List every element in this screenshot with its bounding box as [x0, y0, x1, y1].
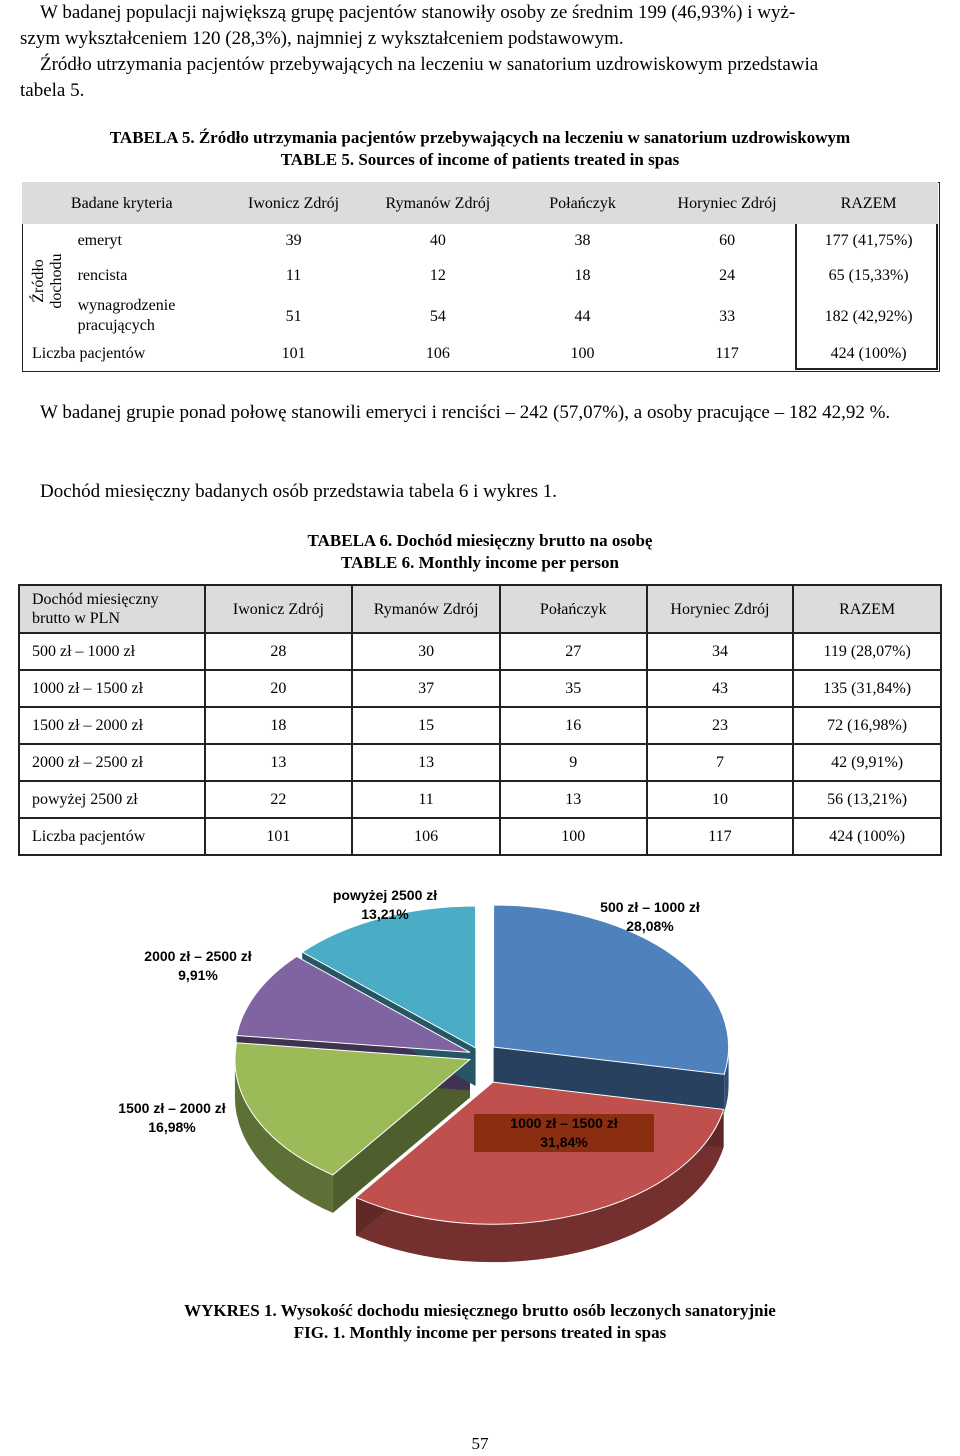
table5-header-cell: RAZEM	[840, 194, 897, 212]
table5-cell: 60	[719, 231, 736, 249]
table5-cell: 38	[574, 231, 591, 249]
intro-line: tabela 5.	[20, 80, 85, 101]
table5-caption-en: TABLE 5. Sources of income of patients treated in spas	[280, 150, 680, 169]
table5-row-label: Liczba pacjentów	[32, 344, 146, 362]
table5-group-label: Źródło dochodu	[29, 253, 65, 309]
table-row	[22, 338, 938, 368]
table6-header-row	[19, 585, 941, 633]
table-row	[19, 707, 941, 744]
table5-cell: 177 (41,75%)	[824, 231, 913, 249]
table6-header-cell: RAZEM	[793, 585, 941, 633]
intro-line: szym wykształceniem 120 (28,3%), najmniej z wykształceniem podstawowym.	[20, 28, 624, 49]
table6-header-cell: Rymanów Zdrój	[352, 585, 500, 633]
table6-cell: 7	[647, 744, 794, 781]
pie-label-2000-2500: 2000 zł – 2500 zł 9,91%	[144, 948, 252, 983]
table5-cell: 424 (100%)	[830, 344, 907, 362]
table6-cell: 11	[352, 781, 500, 818]
table5-header-cell: Badane kryteria	[70, 194, 173, 212]
table-row	[19, 818, 941, 855]
table6-cell: 34	[647, 633, 794, 670]
table-row	[19, 781, 941, 818]
table5	[22, 182, 938, 368]
pie-label-1000-1500: 1000 zł – 1500 zł 31,84%	[474, 1114, 654, 1152]
table5-cell: 54	[429, 307, 446, 325]
table6-cell: 15	[352, 707, 500, 744]
table6-row-label: 1500 zł – 2000 zł	[19, 707, 205, 744]
table-row	[22, 224, 938, 256]
table6-cell: 117	[647, 818, 794, 855]
table6-row-label: 1000 zł – 1500 zł	[19, 670, 205, 707]
table6-caption	[200, 530, 760, 574]
table6-cell: 106	[352, 818, 500, 855]
table5-cell: 106	[425, 344, 450, 362]
table-row	[22, 256, 938, 294]
table6-header-cell: Horyniec Zdrój	[647, 585, 794, 633]
figure-caption-en: FIG. 1. Monthly income per persons treated in spas	[293, 1323, 667, 1342]
table5-row-label: rencista	[77, 266, 128, 284]
table5-cell: 51	[285, 307, 302, 325]
intro-line: Źródło utrzymania pacjentów przebywających na leczeniu w sanatorium uzdrowiskowym przedstawia	[40, 54, 819, 75]
table6-header-cell: Dochód miesięczny brutto w PLN	[19, 585, 205, 633]
table6-row-label: 2000 zł – 2500 zł	[19, 744, 205, 781]
table6-header-cell: Połańczyk	[500, 585, 647, 633]
table6-cell: 10	[647, 781, 794, 818]
table6-cell: 100	[500, 818, 647, 855]
table5-caption	[60, 127, 900, 171]
table6-cell: 37	[352, 670, 500, 707]
table6-cell: 43	[647, 670, 794, 707]
table6-cell: 20	[205, 670, 353, 707]
table5-cell: 12	[429, 266, 446, 284]
table5-caption-pl: TABELA 5. Źródło utrzymania pacjentów przebywających na leczeniu w sanatorium uzdrowiskowym	[109, 128, 851, 147]
table6-caption-en: TABLE 6. Monthly income per person	[341, 553, 619, 572]
table-row	[22, 294, 938, 338]
table6	[18, 584, 942, 856]
table-row	[19, 633, 941, 670]
mid-paragraph-2: Dochód miesięczny badanych osób przedstawia tabela 6 i wykres 1.	[40, 481, 558, 502]
page-number: 57	[471, 1434, 489, 1453]
table5-row-label: emeryt	[77, 231, 122, 249]
table6-cell: 72 (16,98%)	[793, 707, 941, 744]
intro-paragraph	[20, 0, 950, 104]
table-row	[19, 744, 941, 781]
table5-cell: 39	[285, 231, 302, 249]
table6-caption-pl: TABELA 6. Dochód miesięczny brutto na osobę	[307, 531, 653, 550]
table6-row-label: powyżej 2500 zł	[19, 781, 205, 818]
table5-cell: 101	[281, 344, 306, 362]
table6-cell: 9	[500, 744, 647, 781]
pie-chart	[100, 866, 860, 1298]
table5-cell: 24	[719, 266, 736, 284]
table6-cell: 424 (100%)	[793, 818, 941, 855]
table6-cell: 42 (9,91%)	[793, 744, 941, 781]
table-row	[19, 670, 941, 707]
table5-cell: 65 (15,33%)	[828, 266, 909, 284]
table6-cell: 22	[205, 781, 353, 818]
table5-cell: 18	[574, 266, 591, 284]
table5-header-cell: Iwonicz Zdrój	[248, 194, 340, 212]
table6-header-cell: Iwonicz Zdrój	[205, 585, 353, 633]
table5-cell: 40	[429, 231, 446, 249]
table6-cell: 135 (31,84%)	[793, 670, 941, 707]
table5-header-cell: Rymanów Zdrój	[385, 194, 491, 212]
table6-row-label: 500 zł – 1000 zł	[19, 633, 205, 670]
table5-header-cell: Horyniec Zdrój	[677, 194, 777, 212]
pie-label-above-2500: powyżej 2500 zł 13,21%	[332, 887, 438, 922]
pie-label-500-1000: 500 zł – 1000 zł 28,08%	[600, 899, 700, 934]
table5-header-cell: Połańczyk	[549, 194, 616, 212]
table6-cell: 13	[352, 744, 500, 781]
table6-cell: 23	[647, 707, 794, 744]
pie-label-1500-2000: 1500 zł – 2000 zł 16,98%	[118, 1100, 226, 1135]
table6-cell: 18	[205, 707, 353, 744]
table5-cell: 100	[570, 344, 595, 362]
table6-cell: 30	[352, 633, 500, 670]
table6-cell: 119 (28,07%)	[793, 633, 941, 670]
pie-chart-svg	[100, 866, 860, 1298]
table5-row-label: wynagrodzenie pracujących	[77, 297, 176, 334]
table6-cell: 28	[205, 633, 353, 670]
table5-group-cell	[22, 224, 74, 338]
table6-cell: 16	[500, 707, 647, 744]
table6-cell: 27	[500, 633, 647, 670]
table5-header-row	[22, 182, 938, 224]
table6-row-label: Liczba pacjentów	[19, 818, 205, 855]
figure-caption	[80, 1300, 880, 1344]
table5-cell: 44	[574, 307, 591, 325]
table5-cell: 182 (42,92%)	[824, 307, 913, 325]
table6-cell: 56 (13,21%)	[793, 781, 941, 818]
figure-caption-pl: WYKRES 1. Wysokość dochodu miesięcznego brutto osób leczonych sanatoryjnie	[184, 1301, 776, 1320]
table5-cell: 33	[719, 307, 736, 325]
table6-cell: 101	[205, 818, 353, 855]
mid-paragraph-1: W badanej grupie ponad połowę stanowili emeryci i renciści – 242 (57,07%), a osoby pracujące – 182 42,92 %.	[40, 402, 891, 423]
table6-cell: 35	[500, 670, 647, 707]
table5-cell: 117	[715, 344, 739, 362]
intro-line: W badanej populacji największą grupę pacjentów stanowiły osoby ze średnim 199 (46,93%) i wyż-	[40, 2, 796, 23]
table6-cell: 13	[500, 781, 647, 818]
table5-cell: 11	[285, 266, 302, 284]
table6-cell: 13	[205, 744, 353, 781]
